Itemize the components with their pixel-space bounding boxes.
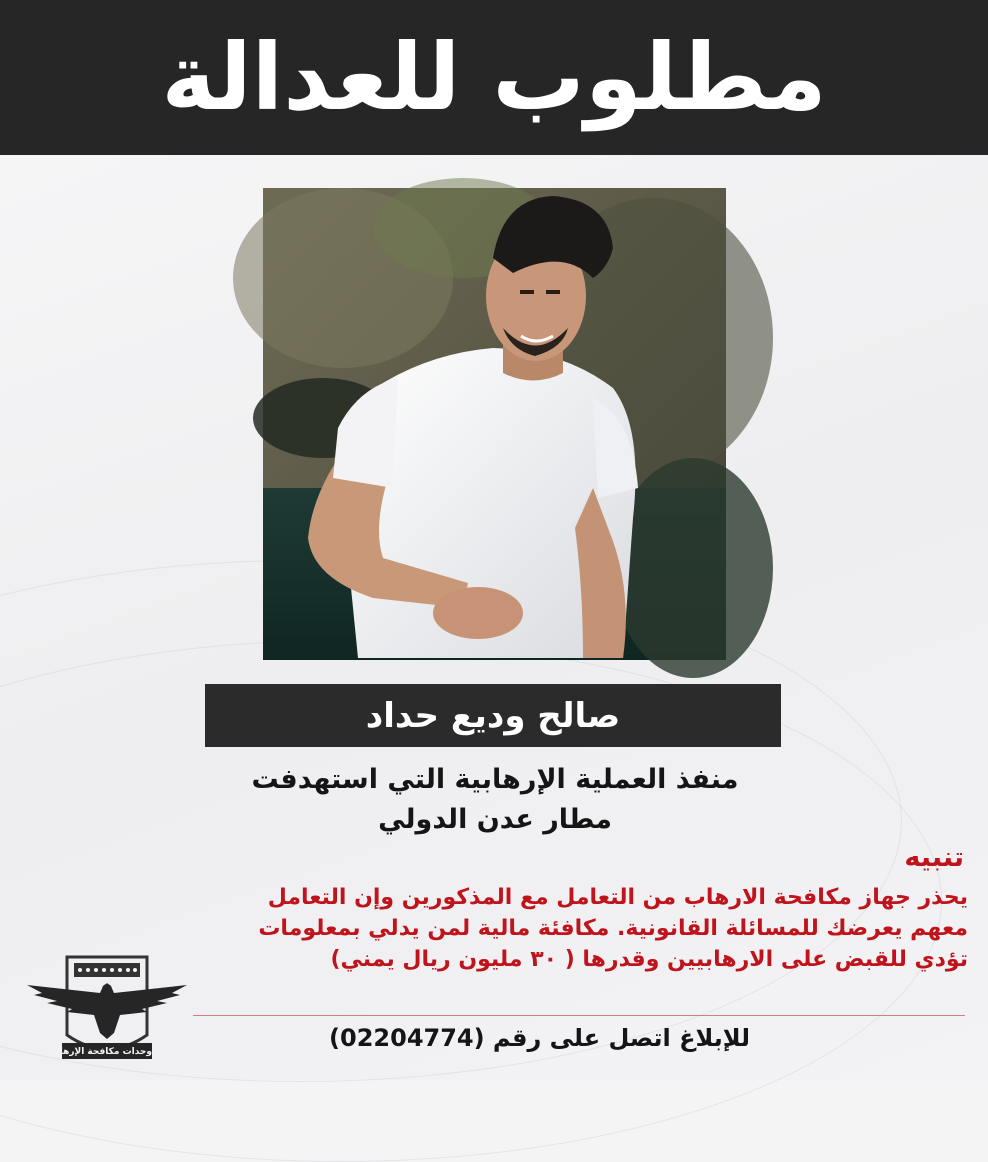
- suspect-name: صالح وديع حداد: [365, 695, 621, 736]
- suspect-photo: [263, 188, 726, 660]
- counter-terrorism-logo: [22, 955, 192, 1067]
- notice-line-1: يحذر جهاز مكافحة الارهاب من التعامل مع المذكورين وإن التعامل: [267, 885, 968, 910]
- description-line-1: منفذ العملية الإرهابية التي استهدفت: [251, 764, 739, 795]
- notice-body: [200, 882, 968, 975]
- notice-heading: تنبيه: [904, 842, 964, 873]
- divider: [193, 1015, 965, 1016]
- description-line-2: مطار عدن الدولي: [378, 804, 612, 835]
- page-title: مطلوب للعدالة: [161, 23, 827, 131]
- logo-caption: وحدات مكافحة الإرهاب: [50, 1047, 152, 1057]
- suspect-name-bar: [205, 684, 781, 747]
- suspect-description: [150, 760, 840, 840]
- header-banner: [0, 0, 988, 155]
- contact-line: للإبلاغ اتصل على رقم (02204774): [329, 1024, 750, 1052]
- notice-line-3: تؤدي للقبض على الارهابيين وقدرها ( ٣٠ مليون ريال يمني): [330, 947, 968, 972]
- notice-line-2: معهم يعرضك للمسائلة القانونية. مكافئة مالية لمن يدلي بمعلومات: [258, 916, 968, 941]
